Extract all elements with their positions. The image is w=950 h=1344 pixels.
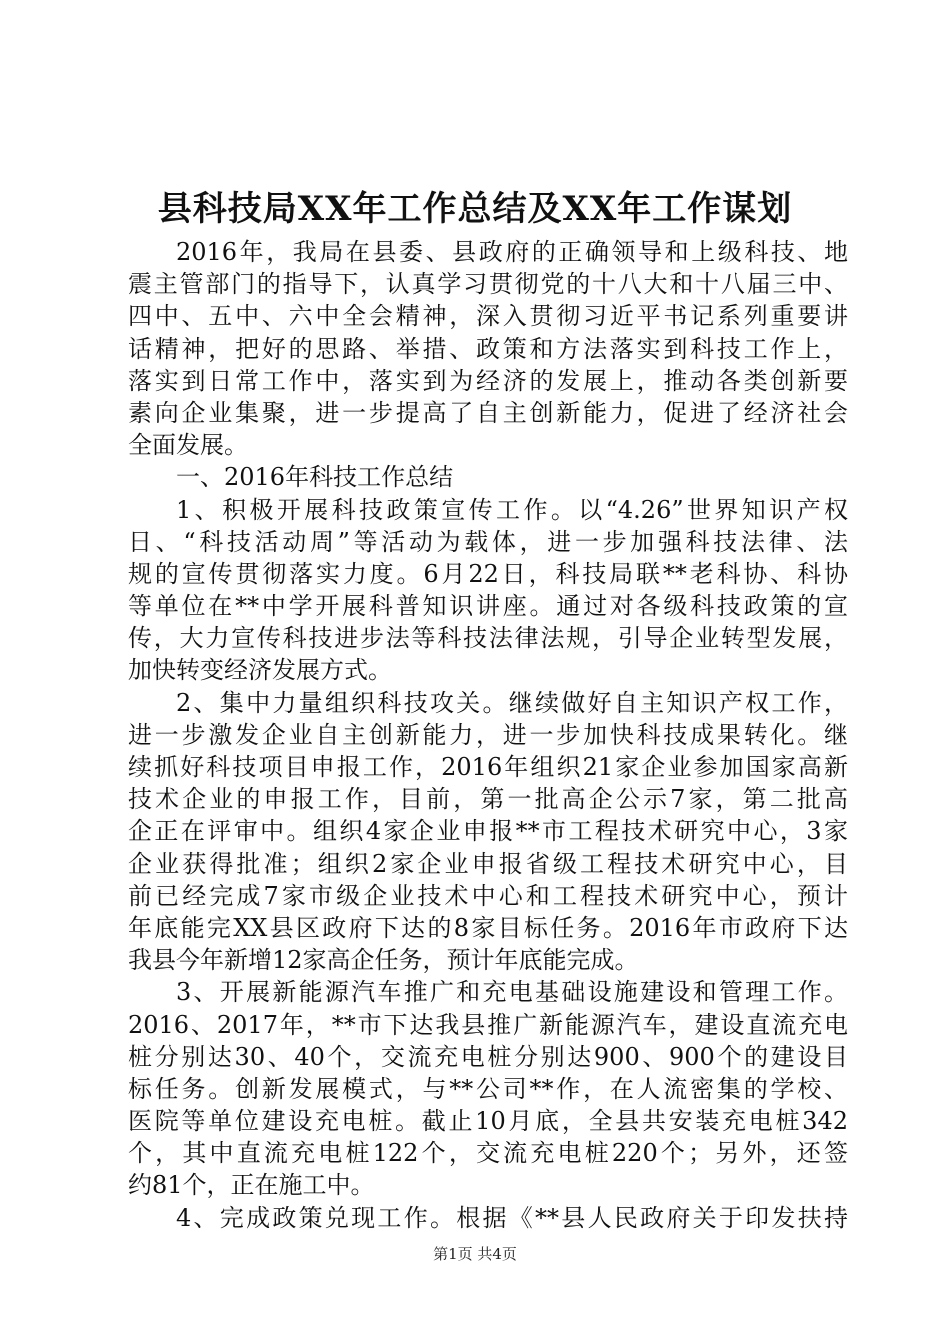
body-line: 震主管部门的指导下，认真学习贯彻党的十八大和十八届三中、 xyxy=(128,270,848,299)
body-line: 约81个，正在施工中。 xyxy=(128,1171,375,1200)
body-line: 2、集中力量组织科技攻关。继续做好自主知识产权工作， xyxy=(176,688,848,717)
body-line: 传，大力宣传科技进步法等科技法律法规，引导企业转型发展， xyxy=(128,624,848,653)
body-line: 企业获得批准；组织2家企业申报省级工程技术研究中心，目 xyxy=(128,849,848,878)
body-line: 4、完成政策兑现工作。根据《**县人民政府关于印发扶持 xyxy=(176,1203,848,1232)
body-line: 年底能完XX县区政府下达的8家目标任务。2016年市政府下达 xyxy=(128,913,848,942)
body-line: 企正在评审中。组织4家企业申报**市工程技术研究中心，3家 xyxy=(128,817,848,846)
body-line: 等单位在**中学开展科普知识讲座。通过对各级科技政策的宣 xyxy=(128,592,848,621)
body-line: 全面发展。 xyxy=(128,431,248,460)
body-line: 日、“科技活动周”等活动为载体，进一步加强科技法律、法 xyxy=(128,527,848,556)
body-line: 落实到日常工作中，落实到为经济的发展上，推动各类创新要 xyxy=(128,366,848,395)
body-line: 个，其中直流充电桩122个，交流充电桩220个；另外，还签 xyxy=(128,1139,848,1168)
body-line: 四中、五中、六中全会精神，深入贯彻习近平书记系列重要讲 xyxy=(128,302,848,331)
body-line: 加快转变经济发展方式。 xyxy=(128,656,392,685)
body-line: 我县今年新增12家高企任务，预计年底能完成。 xyxy=(128,946,639,975)
page-footer: 第1页 共4页 xyxy=(433,1245,517,1263)
body-line: 医院等单位建设充电桩。截止10月底，全县共安装充电桩342 xyxy=(128,1107,848,1136)
body-line: 1、积极开展科技政策宣传工作。以“4.26”世界知识产权 xyxy=(176,495,848,524)
body-line: 规的宣传贯彻落实力度。6月22日，科技局联**老科协、科协 xyxy=(128,559,848,588)
body-line: 技术企业的申报工作，目前，第一批高企公示7家，第二批高 xyxy=(128,785,848,814)
body-line: 前已经完成7家市级企业技术中心和工程技术研究中心，预计 xyxy=(128,881,848,910)
body-line: 素向企业集聚，进一步提高了自主创新能力，促进了经济社会 xyxy=(128,398,848,427)
body-line: 进一步激发企业自主创新能力，进一步加快科技成果转化。继 xyxy=(128,720,848,749)
body-line: 标任务。创新发展模式，与**公司**作，在人流密集的学校、 xyxy=(128,1074,848,1103)
body-line: 2016、2017年，**市下达我县推广新能源汽车，建设直流充电 xyxy=(128,1010,848,1039)
body-line: 3、开展新能源汽车推广和充电基础设施建设和管理工作。 xyxy=(176,978,848,1007)
body-line: 话精神，把好的思路、举措、政策和方法落实到科技工作上， xyxy=(128,334,848,363)
section-heading: 一、2016年科技工作总结 xyxy=(176,463,454,492)
document-title: 县科技局XX年工作总结及XX年工作谋划 xyxy=(157,189,793,229)
document-body xyxy=(128,236,848,1234)
body-line: 2016年，我局在县委、县政府的正确领导和上级科技、地 xyxy=(176,238,848,266)
body-line: 续抓好科技项目申报工作，2016年组织21家企业参加国家高新 xyxy=(128,753,848,781)
body-line: 桩分别达30、40个，交流充电桩分别达900、900个的建设目 xyxy=(128,1042,848,1071)
